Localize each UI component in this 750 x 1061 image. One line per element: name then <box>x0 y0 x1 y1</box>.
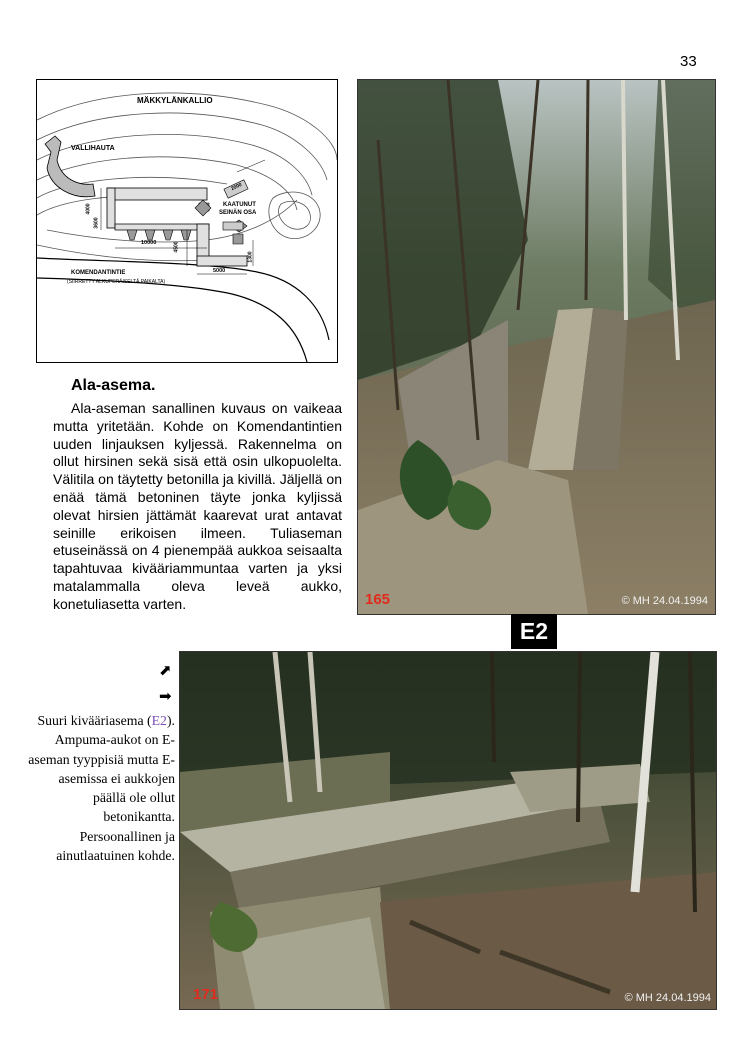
photo-number: 171 <box>193 986 219 1003</box>
map-title: MÄKKYLÄNKALLIO <box>137 96 213 105</box>
map-dimension: 2000 <box>230 181 243 193</box>
photo-credit: © MH 24.04.1994 <box>624 992 711 1004</box>
map-label-vallihauta: VALLIHAUTA <box>71 145 115 152</box>
photo-forest-ruins-image <box>358 80 715 614</box>
arrow-up-right-icon: ⬈ <box>159 662 172 679</box>
photo-number: 165 <box>365 591 391 608</box>
map-dimension: 4000 <box>85 203 92 215</box>
map-label-seinan-osa: SEINÄN OSA <box>219 210 257 216</box>
map-drawing <box>37 80 337 362</box>
section-body: Ala-aseman sanallinen kuvaus on vaikeaa mutta yritetään. Kohde on Komendantintien uuden linjauksen kyljessä. Rakennelma on ollut hirsinen sekä sisä että osin ulkopuolelta. Välitila on täytetty betonilla ja kivillä. Jäljellä on enää tämä betoninen täyte jonka kyljissä olevat hirsien jättämät kaarevat urat antavat seinille erikoisen ilmeen. Tuliaseman etuseinässä on 4 pienempää aukkoa seisaalta tapahtuvaa kivääriammuntaa varten ja yksi matalammalla oleva leveä aukko, konetuliasetta varten. <box>53 400 342 612</box>
caption-text: Suuri kivääriasema ( <box>37 713 152 728</box>
photo-rifle-position-image <box>180 652 716 1009</box>
site-map <box>36 79 338 363</box>
site-badge: E2 <box>511 614 557 649</box>
page-number: 33 <box>680 53 697 70</box>
map-dimension: 3600 <box>93 217 100 229</box>
photo-credit: © MH 24.04.1994 <box>621 595 708 607</box>
map-dimension: 1300 <box>247 251 254 263</box>
map-dimension: 10000 <box>141 240 157 246</box>
map-dimension: 5000 <box>213 268 226 274</box>
photo-rifle-position <box>179 651 717 1010</box>
photo-forest-ruins <box>357 79 716 615</box>
map-label-road: KOMENDANTINTIE <box>71 270 126 276</box>
map-label-road-note: (SIIRRETTY ALKUPERÄISELTÄ PAIKALTA) <box>67 279 166 285</box>
caption-text: ). Ampuma-aukot on E-aseman tyyppisiä mutta E-asemissa ei aukkojen päällä ole ollut betonikantta. Persoonallinen ja ainutlaatuinen kohde. <box>28 713 175 864</box>
caption-reference: E2 <box>151 713 167 728</box>
section-heading: Ala-asema. <box>71 377 156 394</box>
arrow-right-icon: ➡ <box>159 688 172 705</box>
photo-caption <box>28 711 175 865</box>
map-label-kaatunut: KAATUNUT <box>223 202 256 208</box>
map-dimension: 4500 <box>173 241 180 253</box>
